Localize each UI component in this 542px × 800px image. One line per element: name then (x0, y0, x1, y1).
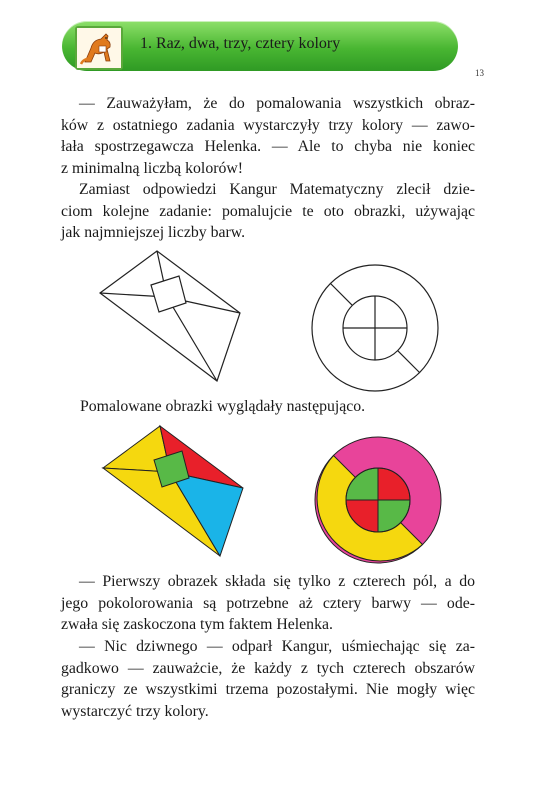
paragraph-line: graniczy ze wszystkimi trzema pozostałymi. Nie mogły więc (61, 681, 475, 699)
paragraph-line: zwała się zaskoczona tym faktem Helenka. (61, 616, 333, 634)
paragraph-line: jego pokolorowania są potrzebne aż cztery barwy — ode- (61, 594, 475, 612)
paragraph-line: z minimalną liczbą kolorów! (61, 159, 244, 177)
paragraph-line: jak najmniejszej liczby barw. (61, 224, 246, 242)
ring-figure-outline (309, 262, 441, 394)
paragraph-line: gadkowo — zauważcie, że każdy z tych czterech obszarów (61, 659, 475, 677)
kite-figure-outline (96, 245, 244, 385)
paragraph-5 (61, 636, 475, 722)
ring-figure-colored (312, 434, 444, 566)
paragraph-line: — Pierwszy obrazek składa się tylko z czterech pól, a do (79, 573, 475, 590)
paragraph-2 (61, 179, 475, 244)
paragraph-1 (61, 93, 475, 179)
paragraph-4 (61, 571, 475, 636)
paragraph-line: ciom kolejne zadanie: pomalujcie te oto obrazki, używając (61, 202, 475, 220)
figure-caption: Pomalowane obrazki wyglądały następująco. (80, 398, 366, 415)
paragraph-line: ków z ostatniego zadania wystarczyły trzy kolory — zawo- (61, 116, 475, 134)
paragraph-line: — Nic dziwnego — odparł Kangur, uśmiechając się za- (79, 638, 475, 655)
kangaroo-logo-icon (75, 26, 123, 70)
paragraph-line: łała spostrzegawcza Helenka. — Ale to chyba nie koniec (61, 138, 475, 156)
paragraph-line: Zamiast odpowiedzi Kangur Matematyczny zlecił dzie- (79, 181, 475, 198)
paragraph-line: wystarczyć trzy kolory. (61, 702, 209, 720)
kite-figure-colored (99, 420, 247, 560)
page-number: 13 (475, 68, 484, 78)
paragraph-line: — Zauważyłam, że do pomalowania wszystkich obraz- (79, 95, 475, 112)
chapter-title: 1. Raz, dwa, trzy, cztery kolory (140, 35, 341, 52)
